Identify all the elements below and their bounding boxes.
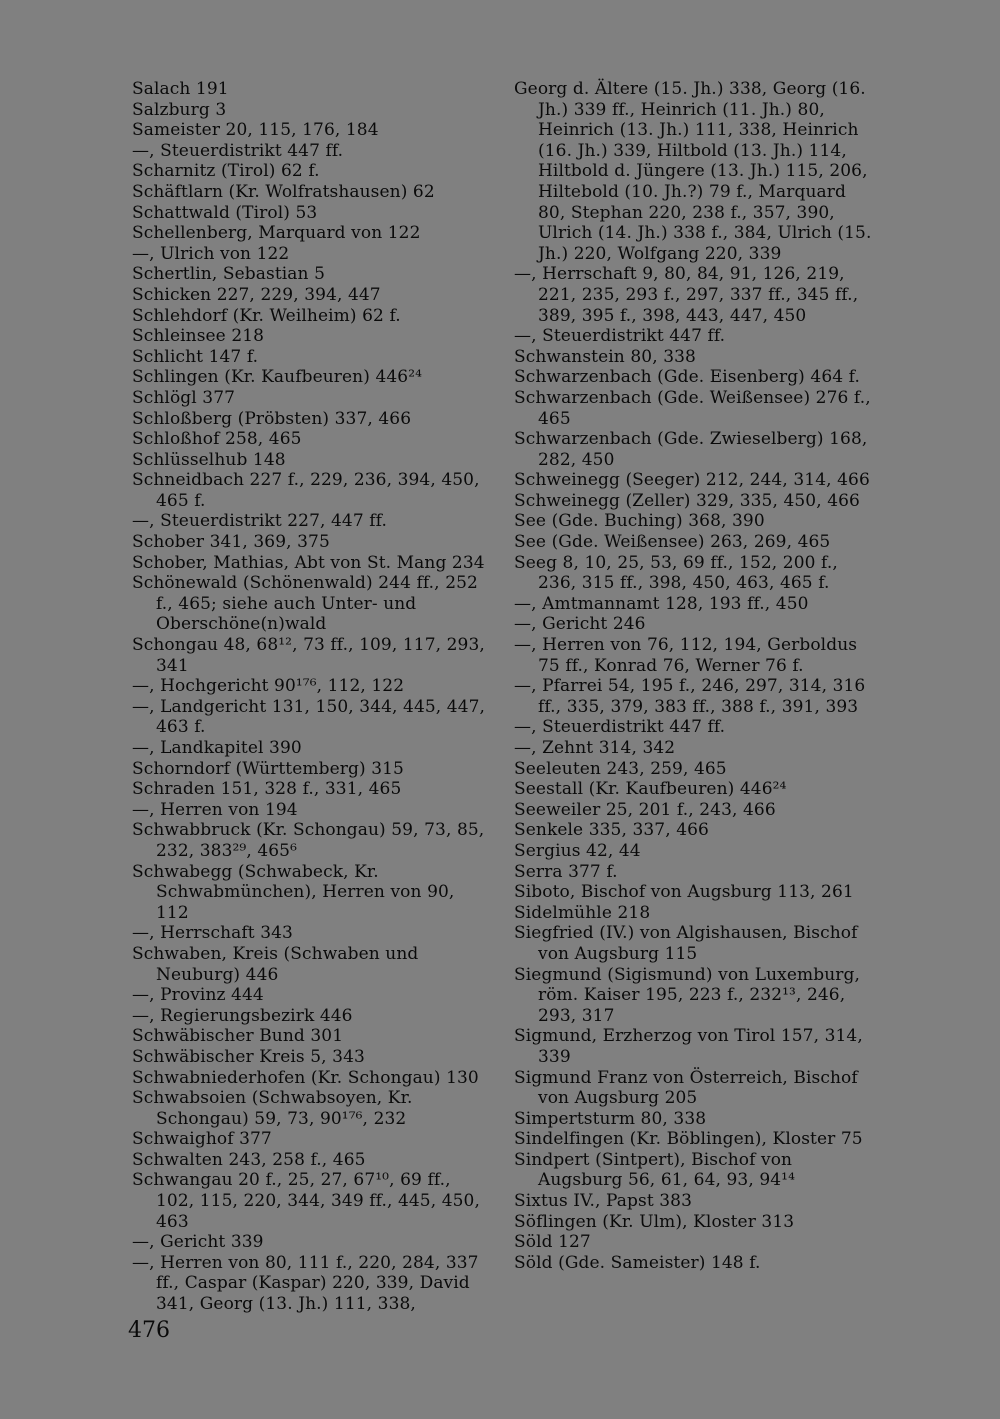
index-entry: Schwangau 20 f., 25, 27, 67¹⁰, 69 ff., 102, 115, 220, 344, 349 ff., 445, 450, 463 bbox=[132, 1170, 480, 1232]
index-entry: Schellenberg, Marquard von 122 bbox=[132, 223, 421, 244]
index-entry: Schertlin, Sebastian 5 bbox=[132, 264, 325, 285]
index-entry: Söld (Gde. Sameister) 148 f. bbox=[514, 1252, 761, 1273]
index-entry: Seeleuten 243, 259, 465 bbox=[514, 758, 727, 779]
index-entry: —, Ulrich von 122 bbox=[132, 243, 290, 264]
index-entry: —, Gericht 339 bbox=[132, 1232, 264, 1253]
index-entry: —, Steuerdistrikt 447 ff. bbox=[514, 717, 726, 738]
index-entry: Schlögl 377 bbox=[132, 387, 236, 408]
index-entry: —, Gericht 246 bbox=[514, 614, 646, 635]
index-entry: Schraden 151, 328 f., 331, 465 bbox=[132, 779, 402, 800]
index-entry: Schwäbischer Bund 301 bbox=[132, 1026, 344, 1047]
index-entry: Schlehdorf (Kr. Weilheim) 62 f. bbox=[132, 305, 401, 326]
index-entry: —, Landgericht 131, 150, 344, 445, 447, 463 f. bbox=[132, 696, 486, 738]
index-entry: Schlicht 147 f. bbox=[132, 346, 259, 367]
index-entry: Seestall (Kr. Kaufbeuren) 446²⁴ bbox=[514, 779, 787, 800]
index-entry: Sameister 20, 115, 176, 184 bbox=[132, 120, 379, 141]
index-entry: Salzburg 3 bbox=[132, 99, 227, 120]
index-entry: Schorndorf (Württemberg) 315 bbox=[132, 758, 404, 779]
index-entry: Schongau 48, 68¹², 73 ff., 109, 117, 293, 341 bbox=[132, 635, 485, 676]
index-entry: Schweinegg (Zeller) 329, 335, 450, 466 bbox=[514, 490, 860, 511]
index-entry: Schloßberg (Pröbsten) 337, 466 bbox=[132, 408, 412, 429]
index-entry: —, Herren von 194 bbox=[132, 799, 298, 820]
index-entry: Sigmund, Erzherzog von Tirol 157, 314, 339 bbox=[514, 1026, 863, 1067]
index-entry: Schneidbach 227 f., 229, 236, 394, 450, 465 f. bbox=[132, 470, 480, 511]
index-entry: Sixtus IV., Papst 383 bbox=[514, 1191, 693, 1212]
index-entry: Siegfried (IV.) von Algishausen, Bischof von Augsburg 115 bbox=[514, 923, 858, 964]
index-entry: —, Herrschaft 343 bbox=[132, 923, 293, 944]
index-entry: Schönewald (Schönenwald) 244 ff., 252 f., 465; siehe auch Unter- und Oberschöne(n)wald bbox=[132, 573, 478, 635]
index-entry: Schleinsee 218 bbox=[132, 326, 265, 347]
index-entry: Schwarzenbach (Gde. Weißensee) 276 f., 465 bbox=[514, 387, 871, 429]
page-number: 476 bbox=[128, 1318, 170, 1343]
index-entry: Schwarzenbach (Gde. Eisenberg) 464 f. bbox=[514, 367, 860, 388]
index-entry: Schlüsselhub 148 bbox=[132, 449, 286, 470]
index-entry: Schweinegg (Seeger) 212, 244, 314, 466 bbox=[514, 470, 870, 491]
index-column-left bbox=[132, 79, 492, 1315]
index-entry: —, Steuerdistrikt 227, 447 ff. bbox=[132, 511, 387, 532]
index-entry: Serra 377 f. bbox=[514, 861, 618, 882]
index-entry: Seeg 8, 10, 25, 53, 69 ff., 152, 200 f., 236, 315 ff., 398, 450, 463, 465 f. bbox=[514, 552, 838, 594]
index-entry: Senkele 335, 337, 466 bbox=[514, 820, 709, 841]
index-entry: Söflingen (Kr. Ulm), Kloster 313 bbox=[514, 1211, 795, 1232]
index-entry: —, Hochgericht 90¹⁷⁶, 112, 122 bbox=[132, 676, 405, 697]
index-entry: Sidelmühle 218 bbox=[514, 902, 651, 923]
index-entry: —, Herrschaft 9, 80, 84, 91, 126, 219, 221, 235, 293 f., 297, 337 ff., 345 ff., 389, 395 f., 398, 443, 447, 450 bbox=[514, 264, 859, 326]
index-entry: Sindpert (Sintpert), Bischof von Augsburg 56, 61, 64, 93, 94¹⁴ bbox=[514, 1149, 795, 1191]
index-entry: Schwaben, Kreis (Schwaben und Neuburg) 446 bbox=[132, 943, 419, 985]
index-entry: Sindelfingen (Kr. Böblingen), Kloster 75 bbox=[514, 1129, 863, 1150]
index-entry: Salach 191 bbox=[132, 79, 229, 99]
index-entry: —, Pfarrei 54, 195 f., 246, 297, 314, 316 ff., 335, 379, 383 ff., 388 f., 391, 393 bbox=[514, 676, 866, 717]
index-entry: Siboto, Bischof von Augsburg 113, 261 bbox=[514, 882, 854, 903]
index-entry: Scharnitz (Tirol) 62 f. bbox=[132, 161, 320, 182]
index-entry: Georg d. Ältere (15. Jh.) 338, Georg (16. Jh.) 339 ff., Heinrich (11. Jh.) 80, Heinrich (13. Jh.) 111, 338, Heinrich (16. Jh.) 339, Hiltbold (13. Jh.) 114, Hiltbold d. Jüngere (13. Jh.) 115, 206, Hiltebold (10. Jh.?) 79 f., Marquard 80, Stephan 220, 238 f., 357, 390, Ulrich (14. Jh.) 338 f., 384, Ulrich (15. Jh.) 220, Wolfgang 220, 339 bbox=[514, 79, 872, 264]
index-entry: Schwabbruck (Kr. Schongau) 59, 73, 85, 232, 383²⁹, 465⁶ bbox=[132, 820, 485, 861]
index-entry: Schober, Mathias, Abt von St. Mang 234 bbox=[132, 552, 485, 573]
index-column-right bbox=[514, 79, 874, 1273]
index-entry: Schattwald (Tirol) 53 bbox=[132, 202, 318, 223]
index-entry: Schwabsoien (Schwabsoyen, Kr. Schongau) 59, 73, 90¹⁷⁶, 232 bbox=[132, 1088, 413, 1129]
index-entry: Schwalten 243, 258 f., 465 bbox=[132, 1149, 366, 1170]
index-entry: —, Steuerdistrikt 447 ff. bbox=[132, 140, 344, 161]
index-entry: —, Steuerdistrikt 447 ff. bbox=[514, 326, 726, 347]
index-entry: Söld 127 bbox=[514, 1232, 591, 1253]
index-entry: Sigmund Franz von Österreich, Bischof von Augsburg 205 bbox=[514, 1067, 858, 1109]
index-entry: Siegmund (Sigismund) von Luxemburg, röm. Kaiser 195, 223 f., 232¹³, 246, 293, 317 bbox=[514, 964, 860, 1026]
index-entry: Schäftlarn (Kr. Wolfratshausen) 62 bbox=[132, 181, 435, 202]
index-entry: Schwaighof 377 bbox=[132, 1129, 272, 1150]
index-entry: —, Amtmannamt 128, 193 ff., 450 bbox=[514, 593, 809, 614]
index-entry: Schwarzenbach (Gde. Zwieselberg) 168, 282, 450 bbox=[514, 429, 868, 470]
index-entry: Schwäbischer Kreis 5, 343 bbox=[132, 1046, 365, 1067]
index-entry: —, Herren von 76, 112, 194, Gerboldus 75 ff., Konrad 76, Werner 76 f. bbox=[514, 635, 858, 676]
index-entry: Schloßhof 258, 465 bbox=[132, 429, 302, 450]
index-entry: Sergius 42, 44 bbox=[514, 840, 641, 861]
index-entry: Seeweiler 25, 201 f., 243, 466 bbox=[514, 799, 776, 820]
index-entry: Schwabniederhofen (Kr. Schongau) 130 bbox=[132, 1067, 479, 1088]
index-entry: —, Provinz 444 bbox=[132, 985, 264, 1006]
index-entry: Schober 341, 369, 375 bbox=[132, 532, 330, 553]
index-entry: Schicken 227, 229, 394, 447 bbox=[132, 284, 381, 305]
index-entry: See (Gde. Weißensee) 263, 269, 465 bbox=[514, 532, 831, 553]
index-entry: Schwanstein 80, 338 bbox=[514, 346, 696, 367]
index-entry: Simpertsturm 80, 338 bbox=[514, 1108, 707, 1129]
index-entry: See (Gde. Buching) 368, 390 bbox=[514, 511, 765, 532]
index-entry: —, Regierungsbezirk 446 bbox=[132, 1005, 353, 1026]
index-entry: —, Herren von 80, 111 f., 220, 284, 337 ff., Caspar (Kaspar) 220, 339, David 341, Georg (13. Jh.) 111, 338, bbox=[132, 1252, 479, 1315]
index-entry: Schlingen (Kr. Kaufbeuren) 446²⁴ bbox=[132, 367, 423, 388]
index-entry: —, Zehnt 314, 342 bbox=[514, 738, 676, 758]
index-entry: —, Landkapitel 390 bbox=[132, 738, 302, 758]
index-entry: Schwabegg (Schwabeck, Kr. Schwabmünchen), Herren von 90, 112 bbox=[132, 861, 455, 923]
